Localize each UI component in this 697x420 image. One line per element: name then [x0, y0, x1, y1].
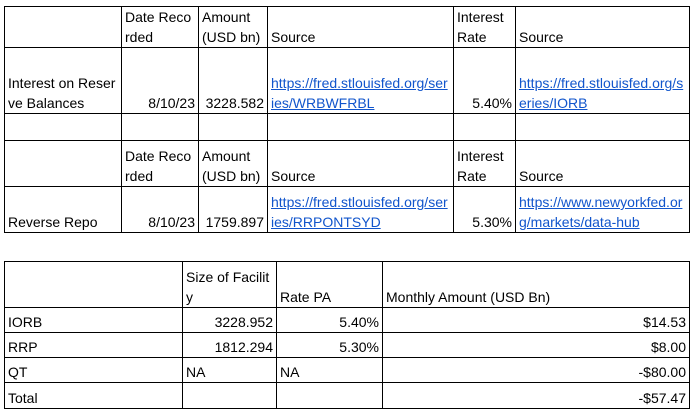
- facility-size: NA: [183, 358, 277, 383]
- iorb-source-link[interactable]: https://fred.stlouisfed.org/series/WRBWFRBL: [271, 75, 448, 111]
- amount-header: Amount (USD bn): [199, 7, 268, 48]
- facility-size: 1812.294: [183, 333, 277, 358]
- table-row: [5, 308, 690, 333]
- date-recorded-header: Date Recorded: [122, 141, 199, 187]
- spacer-row: [5, 114, 690, 141]
- monthly-amount: $14.53: [383, 308, 690, 333]
- rate-pa: [277, 383, 383, 409]
- iorb-amount: 3228.582: [199, 48, 268, 114]
- monthly-amount-table: [4, 261, 690, 409]
- iorb-row: [5, 48, 690, 114]
- amount-header: Amount (USD bn): [199, 141, 268, 187]
- rate-pa: NA: [277, 358, 383, 383]
- row-label: RRP: [5, 333, 183, 358]
- rrp-rate: 5.30%: [454, 187, 516, 233]
- rrp-rate-source-link[interactable]: https://www.newyorkfed.org/markets/data-hub: [519, 194, 683, 230]
- empty-header-cell: [5, 7, 122, 48]
- rate-pa: 5.30%: [277, 333, 383, 358]
- monthly-amount: -$80.00: [383, 358, 690, 383]
- rrp-amount: 1759.897: [199, 187, 268, 233]
- summary-header-row: [5, 262, 690, 308]
- table-row: [5, 358, 690, 383]
- table-row: [5, 333, 690, 358]
- row-label: IORB: [5, 308, 183, 333]
- iorb-rate-source-cell: [516, 48, 690, 114]
- facility-size: [183, 383, 277, 409]
- rate-source-header: Source: [516, 7, 690, 48]
- date-recorded-header: Date Recorded: [122, 7, 199, 48]
- row-label: QT: [5, 358, 183, 383]
- spacer-cell: [199, 114, 268, 141]
- header-row-1: [5, 7, 690, 48]
- empty-header-cell: [5, 262, 183, 308]
- empty-header-cell: [5, 141, 122, 187]
- rrp-date: 8/10/23: [122, 187, 199, 233]
- iorb-label: Interest on Reserve Balances: [5, 48, 122, 114]
- spacer-cell: [516, 114, 690, 141]
- source-header: Source: [268, 141, 454, 187]
- spacer-cell: [268, 114, 454, 141]
- rrp-source-link[interactable]: https://fred.stlouisfed.org/series/RRPONTSYD: [271, 194, 448, 230]
- rrp-label: Reverse Repo: [5, 187, 122, 233]
- iorb-rate: 5.40%: [454, 48, 516, 114]
- iorb-source-cell: [268, 48, 454, 114]
- reverse-repo-row: [5, 187, 690, 233]
- row-label: Total: [5, 383, 183, 409]
- monthly-amount-header: Monthly Amount (USD Bn): [383, 262, 690, 308]
- source-header: Source: [268, 7, 454, 48]
- reserve-and-repo-table: [4, 6, 690, 233]
- spacer-cell: [122, 114, 199, 141]
- header-row-2: [5, 141, 690, 187]
- facility-size: 3228.952: [183, 308, 277, 333]
- rrp-source-cell: [268, 187, 454, 233]
- monthly-amount: $8.00: [383, 333, 690, 358]
- monthly-amount: -$57.47: [383, 383, 690, 409]
- spacer-cell: [5, 114, 122, 141]
- rrp-rate-source-cell: [516, 187, 690, 233]
- rate-pa: 5.40%: [277, 308, 383, 333]
- iorb-rate-source-link[interactable]: https://fred.stlouisfed.org/series/IORB: [519, 75, 684, 111]
- total-row: [5, 383, 690, 409]
- size-of-facility-header: Size of Facility: [183, 262, 277, 308]
- iorb-date: 8/10/23: [122, 48, 199, 114]
- rate-pa-header: Rate PA: [277, 262, 383, 308]
- interest-rate-header: Interest Rate: [454, 141, 516, 187]
- interest-rate-header: Interest Rate: [454, 7, 516, 48]
- rate-source-header: Source: [516, 141, 690, 187]
- spacer-cell: [454, 114, 516, 141]
